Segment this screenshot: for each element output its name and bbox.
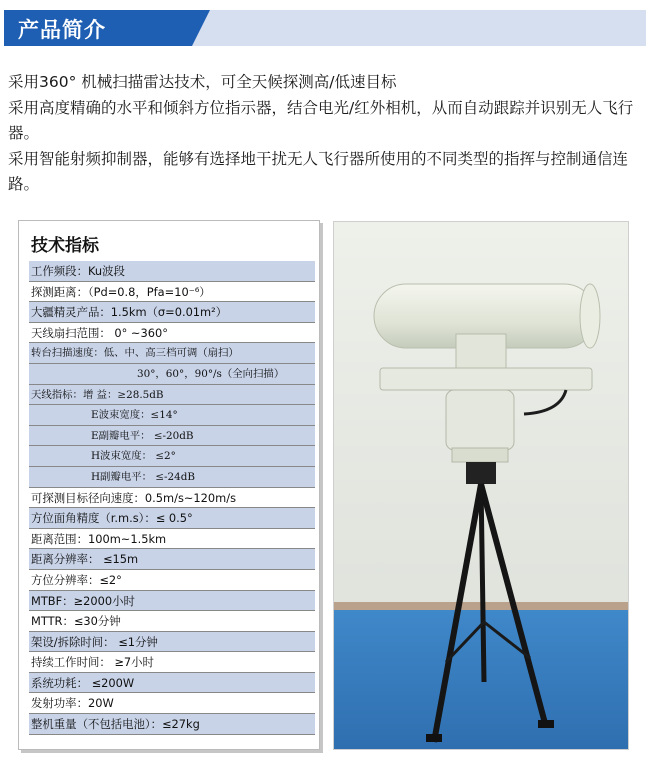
product-photo [333, 221, 629, 750]
spec-row: H副瓣电平： ≤-24dB [29, 467, 315, 488]
intro-line-1: 采用360° 机械扫描雷达技术，可全天候探测高/低速目标 [8, 73, 397, 91]
spec-row: 工作频段：Ku波段 [29, 261, 315, 282]
section-title: 产品简介 [18, 18, 106, 42]
spec-row: 持续工作时间： ≥7小时 [29, 652, 315, 673]
spec-row: 整机重量（不包括电池）：≤27kg [29, 714, 315, 735]
spec-row: 转台扫描速度：低、中、高三档可调（扇扫） [29, 343, 315, 364]
intro-line-2: 采用高度精确的水平和倾斜方位指示器，结合电光/红外相机，从而自动跟踪并识别无人飞行器。 [8, 98, 634, 142]
spec-row: 架设/拆除时间： ≤1分钟 [29, 632, 315, 653]
spec-row: 方位分辨率：≤2° [29, 570, 315, 591]
spec-row: 天线指标：增 益：≥28.5dB [29, 385, 315, 406]
spec-row: 大疆精灵产品：1.5km（σ=0.01m²） [29, 302, 315, 323]
intro-text [8, 70, 644, 198]
spec-card [18, 220, 320, 750]
spec-row: 探测距离：（Pd=0.8，Pfa=10⁻⁶） [29, 282, 315, 303]
spec-row: 发射功率：20W [29, 693, 315, 714]
section-header [4, 10, 646, 46]
spec-row: E副瓣电平： ≤-20dB [29, 426, 315, 447]
intro-line-3: 采用智能射频抑制器，能够有选择地干扰无人飞行器所使用的不同类型的指挥与控制通信连路。 [8, 149, 629, 193]
spec-row: 30°，60°，90°/s（全向扫描） [29, 364, 315, 385]
spec-row: 方位面角精度（r.m.s）：≤ 0.5° [29, 508, 315, 529]
spec-row: MTTR：≤30分钟 [29, 611, 315, 632]
spec-row: MTBF：≥2000小时 [29, 591, 315, 612]
spec-row: 可探测目标径向速度：0.5m/s~120m/s [29, 488, 315, 509]
spec-row: 系统功耗： ≤200W [29, 673, 315, 694]
spec-row: H波束宽度： ≤2° [29, 446, 315, 467]
spec-row: E波束宽度：≤14° [29, 405, 315, 426]
spec-row: 天线扇扫范围： 0° ~360° [29, 323, 315, 344]
spec-row: 距离分辨率： ≤15m [29, 549, 315, 570]
spec-table [29, 261, 315, 735]
spec-title: 技术指标 [31, 236, 99, 256]
spec-row: 距离范围：100m~1.5km [29, 529, 315, 550]
